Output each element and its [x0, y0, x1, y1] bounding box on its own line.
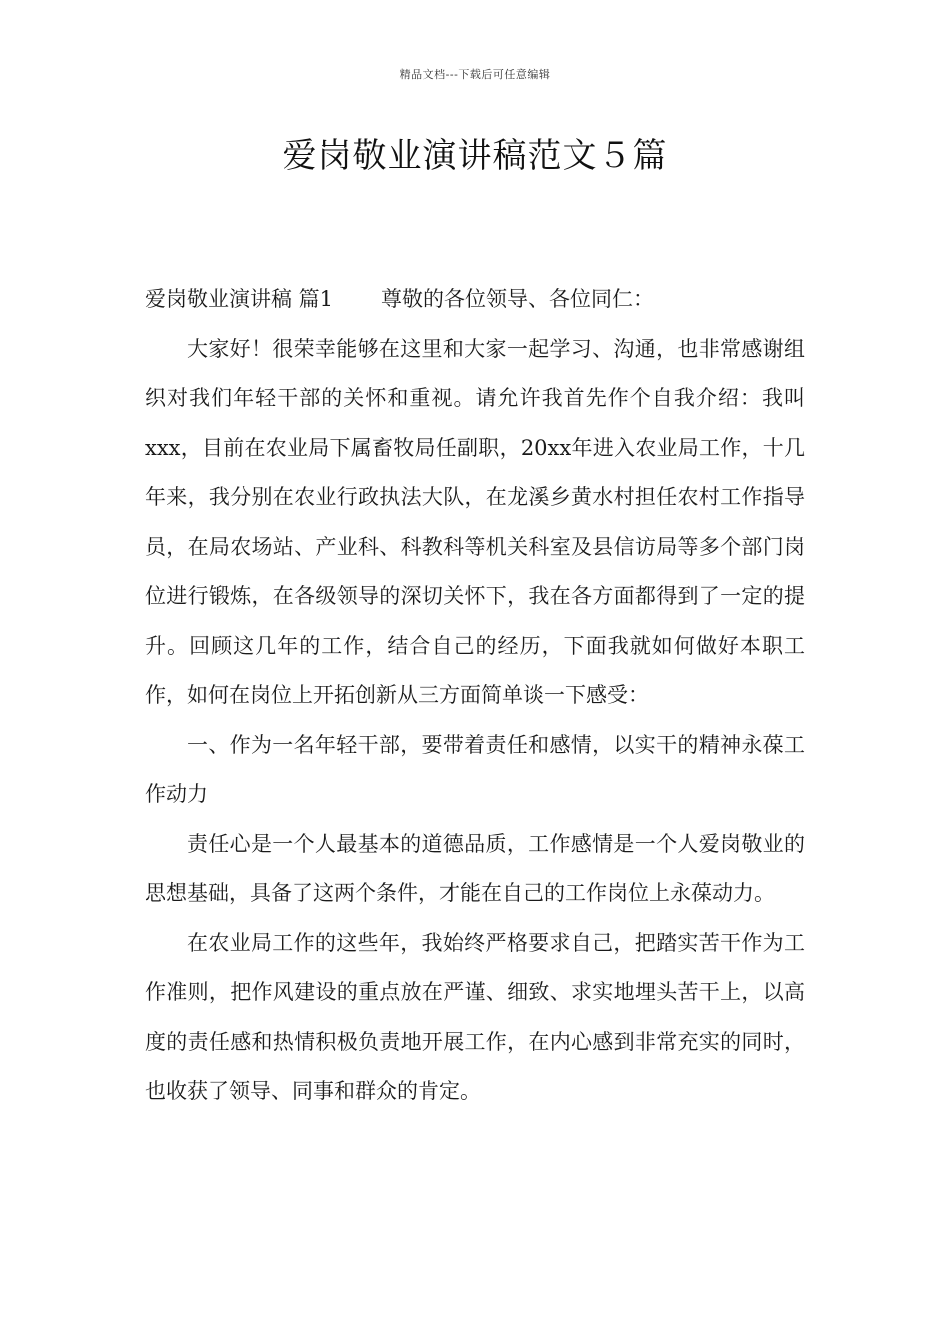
section-heading: 爱岗敬业演讲稿 篇1 — [145, 287, 334, 311]
document-title: 爱岗敬业演讲稿范文５篇 — [282, 136, 668, 176]
header-note: 精品文档---下载后可任意编辑 — [399, 68, 551, 81]
paragraph-experience: 在农业局工作的这些年，我始终严格要求自己，把踏实苦干作为工作准则，把作风建设的重点放在严谨、细致、求实地埋头苦干上，以高度的责任感和热情积极负责地开展工作，在内心感到非常充实的同时，也收获了领导、同事和群众的肯定。 — [145, 930, 805, 1103]
salutation: 尊敬的各位领导、各位同仁： — [381, 287, 655, 311]
paragraph-point-one: 一、作为一名年轻干部，要带着责任和感情，以实干的精神永葆工作动力 — [145, 732, 805, 806]
opening-line — [145, 275, 805, 325]
paragraph-responsibility: 责任心是一个人最基本的道德品质，工作感情是一个人爱岗敬业的思想基础，具备了这两个条件，才能在自己的工作岗位上永葆动力。 — [145, 831, 805, 905]
document-body — [145, 275, 805, 1117]
paragraph-intro: 大家好！很荣幸能够在这里和大家一起学习、沟通，也非常感谢组织对我们年轻干部的关怀和重视。请允许我首先作个自我介绍：我叫xxx，目前在农业局下属畜牧局任副职，20xx年进入农业局工作，十几年来，我分别在农业行政执法大队，在龙溪乡黄水村担任农村工作指导员，在局农场站、产业科、科教科等机关科室及县信访局等多个部门岗位进行锻炼，在各级领导的深切关怀下，我在各方面都得到了一定的提升。回顾这几年的工作，结合自己的经历，下面我就如何做好本职工作，如何在岗位上开拓创新从三方面简单谈一下感受： — [145, 336, 805, 707]
